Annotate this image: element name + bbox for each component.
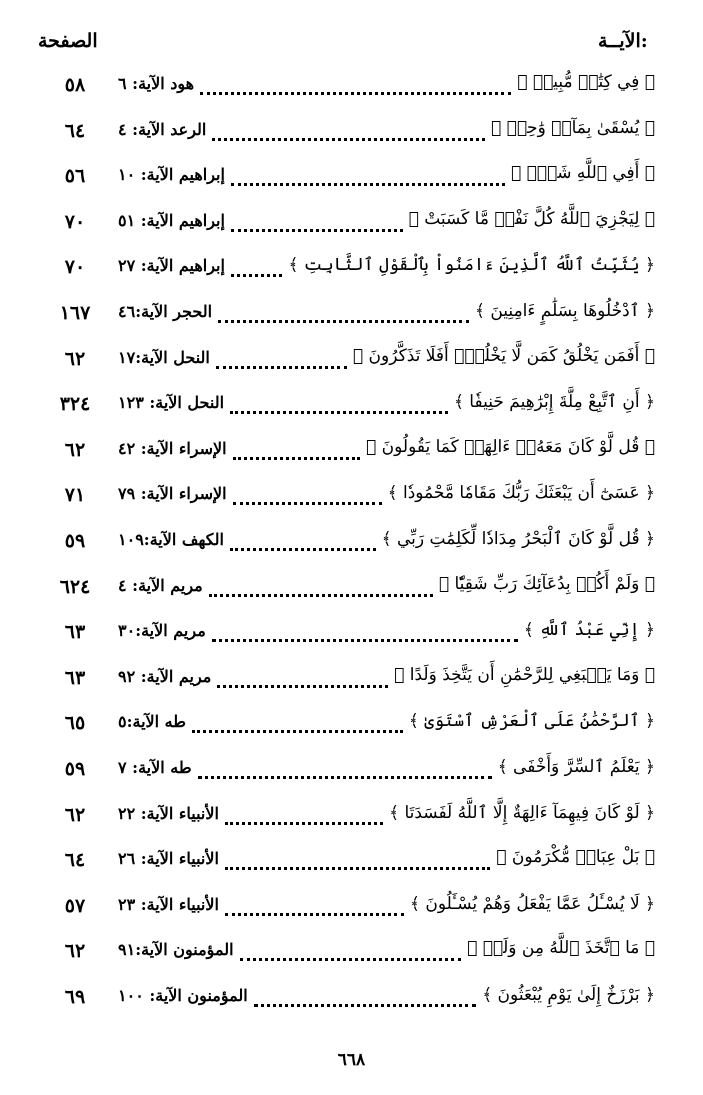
surah-verse-reference: النحل الآية: ١٢٣ (118, 393, 225, 413)
surah-verse-reference: النحل الآية:١٧ (118, 347, 210, 367)
index-entry (0, 389, 703, 433)
dotted-leader (231, 169, 505, 186)
dotted-leader (225, 899, 404, 916)
dotted-leader (240, 944, 461, 961)
surah-verse-reference: هود الآية: ٦ (118, 74, 195, 93)
surah-verse-reference: الحجر الآية:٤٦ (118, 302, 213, 321)
dotted-leader (218, 306, 469, 323)
dotted-leader (192, 716, 403, 733)
surah-verse-reference: مريم الآية: ٩٢ (118, 666, 212, 686)
index-entry (0, 161, 703, 205)
verse-column-header: الآيــة: (598, 30, 648, 52)
quran-verse: ﴿ عَسَىٰٓ أَن يَبْعَثَكَ رَبُّكَ مَقَامٗا مَّحْمُودٗا ﴾ (387, 483, 655, 504)
quran-verse: ﴿ يُسْقَىٰ بِمَآءٖ وَٰحِدٖ ﴾ (491, 117, 655, 138)
index-entry (0, 480, 703, 524)
index-entry (0, 526, 703, 570)
surah-verse-reference: المؤمنون الآية: ١٠٠ (118, 986, 248, 1005)
page-reference: ٧٠ (64, 210, 86, 233)
index-entry (0, 982, 703, 1026)
index-entry (0, 252, 703, 296)
quran-verse: ﴿ ٱدْخُلُوهَا بِسَلَٰمٍ ءَامِنِينَ ﴾ (475, 301, 655, 321)
page-reference: ٦٢ (64, 347, 86, 370)
quran-verse: ﴿ يَعْلَمُ ٱلسِّرَّ وَأَخْفَى ﴾ (497, 757, 655, 777)
page-reference: ٦٢٤ (59, 575, 91, 598)
page-reference: ٦٤ (64, 119, 86, 142)
page-number: ٦٦٨ (337, 1050, 366, 1070)
page-reference: ٧١ (64, 484, 86, 507)
surah-verse-reference: الإسراء الآية: ٤٢ (118, 438, 227, 458)
page-reference: ٦٤ (64, 849, 86, 872)
page-column-header: الصفحة (38, 30, 98, 52)
dotted-leader (231, 260, 282, 277)
surah-verse-reference: إبراهيم الآية: ١٠ (118, 165, 225, 185)
dotted-leader (233, 443, 360, 460)
dotted-leader (198, 762, 492, 779)
index-entry (0, 617, 703, 661)
page-reference: ١٦٧ (59, 302, 91, 324)
dotted-leader (200, 78, 511, 95)
dotted-leader (225, 853, 490, 870)
quran-verse: ﴿ وَلَمْ أَكُنۢ بِدُعَآئِكَ رَبِّ شَقِيّٗا ﴾ (438, 573, 655, 594)
index-entry (0, 298, 703, 342)
quran-verse: ﴿ ٱلرَّحْمَٰنُ عَلَى ٱلْعَرْشِ ٱسْتَوَىٰ ﴾ (408, 711, 655, 732)
page-reference: ٦٩ (64, 986, 86, 1008)
surah-verse-reference: طه الآية:٥ (118, 712, 186, 732)
surah-verse-reference: الأنبياء الآية: ٢٣ (118, 894, 219, 914)
page-reference: ٧٠ (64, 256, 86, 279)
dotted-leader (254, 990, 476, 1007)
surah-verse-reference: الأنبياء الآية: ٢٦ (118, 849, 219, 869)
dotted-leader (212, 124, 485, 141)
dotted-leader (212, 625, 518, 642)
dotted-leader (230, 534, 376, 551)
surah-verse-reference: مريم الآية: ٤ (118, 575, 203, 595)
index-entry (0, 845, 703, 889)
index-entry (0, 663, 703, 707)
page-reference: ٦٢ (64, 438, 86, 461)
page-reference: ٣٢٤ (59, 393, 91, 416)
surah-verse-reference: طه الآية: ٧ (118, 758, 192, 777)
index-entry (0, 116, 703, 160)
surah-verse-reference: المؤمنون الآية:٩١ (118, 940, 234, 960)
page-reference: ٦٣ (64, 621, 86, 644)
surah-verse-reference: الإسراء الآية: ٧٩ (118, 484, 227, 504)
surah-verse-reference: إبراهيم الآية: ٢٧ (118, 256, 225, 276)
index-entry (0, 800, 703, 844)
quran-verse: ﴿ لَوْ كَانَ فِيهِمَآ ءَالِهَةٌ إِلَّا ٱللَّهُ لَفَسَدَتَا ﴾ (389, 802, 655, 823)
surah-verse-reference: إبراهيم الآية: ٥١ (118, 210, 225, 230)
index-entry (0, 708, 703, 752)
index-entry (0, 70, 703, 114)
quran-verse: ﴿ لِيَجْزِيَ ٱللَّهُ كُلَّ نَفْسٖ مَّا كَسَبَتْ ﴾ (408, 208, 655, 229)
dotted-leader (230, 397, 448, 414)
surah-verse-reference: الكهف الآية:١٠٩ (118, 530, 224, 549)
dotted-leader (216, 352, 347, 369)
dotted-leader (217, 671, 388, 688)
page-reference: ٦٥ (64, 712, 86, 735)
page-reference: ٥٩ (64, 530, 86, 552)
index-entry (0, 754, 703, 798)
index-entry (0, 207, 703, 251)
quran-verse: ﴿ قُل لَّوْ كَانَ ٱلْبَحْرُ مِدَادٗا لِّكَلِمَٰتِ رَبِّي ﴾ (381, 529, 655, 549)
dotted-leader (209, 580, 433, 597)
quran-verse: ﴿ يُثَبِّتُ ٱللَّهُ ٱلَّذِينَ ءَامَنُواْ بِٱلْقَوْلِ ٱلثَّابِتِ ﴾ (288, 255, 655, 276)
index-entry (0, 572, 703, 616)
quran-verse: ﴿ فِي كِتَٰبٖ مُّبِينٖ ﴾ (517, 72, 655, 92)
page-reference: ٥٦ (64, 165, 86, 188)
quran-verse: ﴿ أَفَمَن يَخْلُقُ كَمَن لَّا يَخْلُقُۚ أَفَلَا تَذَكَّرُونَ ﴾ (352, 345, 655, 366)
quran-verse: ﴿ قُل لَّوْ كَانَ مَعَهُۥٓ ءَالِهَةٞ كَمَا يَقُولُونَ ﴾ (366, 436, 655, 457)
quran-verse: ﴿ بَرْزَخٌ إِلَىٰ يَوْمِ يُبْعَثُونَ ﴾ (482, 985, 655, 1005)
index-entry (0, 936, 703, 980)
quran-verse: ﴿ لَا يُسْـَٔلُ عَمَّا يَفْعَلُ وَهُمْ يُسْـَٔلُونَ ﴾ (409, 893, 655, 914)
surah-verse-reference: الرعد الآية: ٤ (118, 119, 207, 139)
index-entry (0, 435, 703, 479)
surah-verse-reference: الأنبياء الآية: ٢٢ (118, 803, 219, 823)
dotted-leader (231, 215, 403, 232)
dotted-leader (233, 488, 382, 505)
index-entry (0, 891, 703, 935)
page-reference: ٦٢ (64, 940, 86, 963)
quran-verse: ﴿ وَمَا يَنۢبَغِي لِلرَّحْمَٰنِ أَن يَتَّخِذَ وَلَدًا ﴾ (394, 664, 655, 685)
index-entry (0, 344, 703, 388)
page-reference: ٥٩ (64, 758, 86, 780)
page-reference: ٥٨ (64, 74, 86, 96)
quran-verse: ﴿ أَنِ ٱتَّبِعْ مِلَّةَ إِبْرَٰهِيمَ حَنِيفٗا ﴾ (453, 392, 655, 413)
quran-verse: ﴿ بَلْ عِبَادٞ مُّكْرَمُونَ ﴾ (496, 847, 655, 868)
page-reference: ٦٣ (64, 666, 86, 689)
page-reference: ٥٧ (64, 894, 86, 917)
quran-verse: ﴿ أَفِي ٱللَّهِ شَكّٞ ﴾ (510, 163, 655, 184)
surah-verse-reference: مريم الآية:٣٠ (118, 621, 206, 641)
page-reference: ٦٢ (64, 803, 86, 826)
dotted-leader (225, 808, 383, 825)
quran-verse: ﴿ إِنِّي عَبْدُ ٱللَّهِ ﴾ (523, 620, 655, 641)
quran-verse: ﴿ مَا ٱتَّخَذَ ٱللَّهُ مِن وَلَدٖ ﴾ (467, 938, 655, 959)
